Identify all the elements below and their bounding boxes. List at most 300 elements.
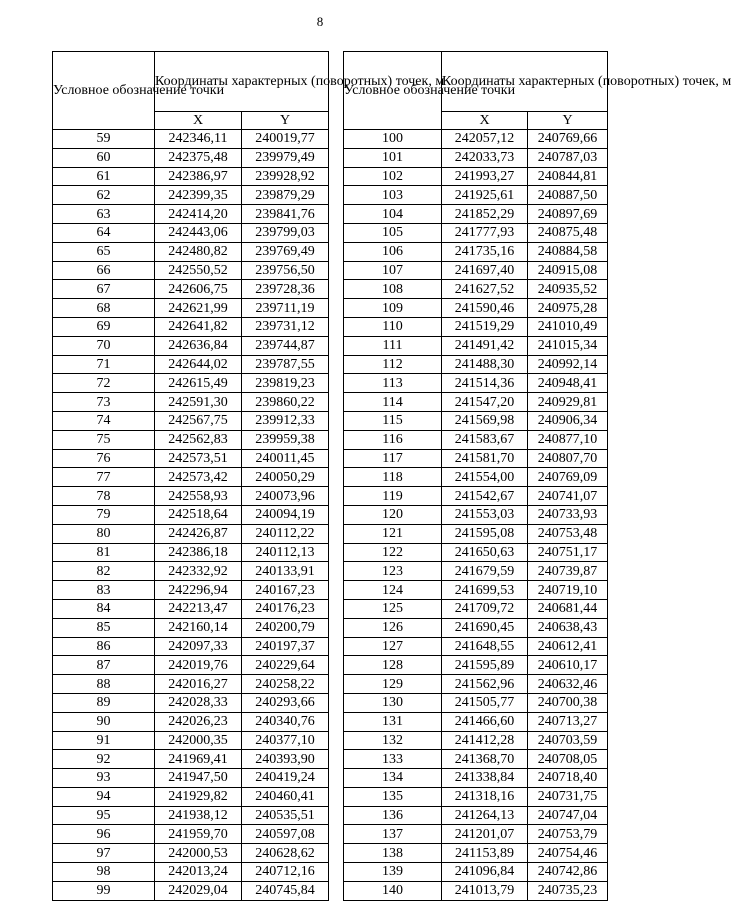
point-number-cell: 139 (344, 863, 442, 882)
table-row (53, 562, 329, 581)
x-coordinate-cell: 241595,89 (442, 656, 528, 675)
table-row (53, 336, 329, 355)
table-row (344, 693, 608, 712)
y-coordinate-cell: 240731,75 (528, 787, 608, 806)
x-coordinate-cell: 241699,53 (442, 581, 528, 600)
y-coordinate-cell: 239928,92 (242, 167, 329, 186)
point-number-cell: 67 (53, 280, 155, 299)
table-row (344, 769, 608, 788)
x-coordinate-cell: 242346,11 (155, 130, 242, 149)
table-row (344, 487, 608, 506)
point-number-cell: 88 (53, 675, 155, 694)
y-coordinate-cell: 239787,55 (242, 355, 329, 374)
table-row (53, 712, 329, 731)
table-body (344, 130, 608, 901)
x-coordinate-cell: 242621,99 (155, 299, 242, 318)
table-row (53, 317, 329, 336)
point-number-cell: 127 (344, 637, 442, 656)
y-coordinate-cell: 240992,14 (528, 355, 608, 374)
y-coordinate-cell: 240751,17 (528, 543, 608, 562)
point-number-cell: 126 (344, 618, 442, 637)
point-number-cell: 87 (53, 656, 155, 675)
y-coordinate-cell: 240741,07 (528, 487, 608, 506)
y-coordinate-cell: 240073,96 (242, 487, 329, 506)
table-row (53, 524, 329, 543)
point-number-cell: 124 (344, 581, 442, 600)
x-coordinate-cell: 241993,27 (442, 167, 528, 186)
point-number-cell: 109 (344, 299, 442, 318)
x-coordinate-cell: 241519,29 (442, 317, 528, 336)
y-coordinate-cell: 240769,66 (528, 130, 608, 149)
x-coordinate-cell: 241697,40 (442, 261, 528, 280)
x-coordinate-cell: 241583,67 (442, 430, 528, 449)
y-coordinate-cell: 240787,03 (528, 148, 608, 167)
point-number-cell: 68 (53, 299, 155, 318)
x-coordinate-cell: 242029,04 (155, 881, 242, 900)
y-coordinate-cell: 239860,22 (242, 393, 329, 412)
point-number-cell: 79 (53, 505, 155, 524)
y-coordinate-cell: 240197,37 (242, 637, 329, 656)
y-coordinate-cell: 240460,41 (242, 787, 329, 806)
x-coordinate-cell: 242296,94 (155, 581, 242, 600)
header-y: Y (528, 112, 608, 130)
table-row (53, 167, 329, 186)
table-row (344, 130, 608, 149)
table-row (53, 543, 329, 562)
point-number-cell: 133 (344, 750, 442, 769)
y-coordinate-cell: 240887,50 (528, 186, 608, 205)
y-coordinate-cell: 240935,52 (528, 280, 608, 299)
x-coordinate-cell: 242399,35 (155, 186, 242, 205)
x-coordinate-cell: 242558,93 (155, 487, 242, 506)
x-coordinate-cell: 241735,16 (442, 242, 528, 261)
point-number-cell: 93 (53, 769, 155, 788)
point-number-cell: 80 (53, 524, 155, 543)
point-number-cell: 130 (344, 693, 442, 712)
point-number-cell: 128 (344, 656, 442, 675)
y-coordinate-cell: 240739,87 (528, 562, 608, 581)
point-number-cell: 103 (344, 186, 442, 205)
table-row (344, 223, 608, 242)
table-row (344, 599, 608, 618)
header-y: Y (242, 112, 329, 130)
point-number-cell: 74 (53, 411, 155, 430)
y-coordinate-cell: 240628,62 (242, 844, 329, 863)
x-coordinate-cell: 241542,67 (442, 487, 528, 506)
y-coordinate-cell: 239979,49 (242, 148, 329, 167)
point-number-cell: 121 (344, 524, 442, 543)
y-coordinate-cell: 239819,23 (242, 374, 329, 393)
y-coordinate-cell: 240735,23 (528, 881, 608, 900)
table-row (53, 411, 329, 430)
table-row (53, 374, 329, 393)
point-number-cell: 66 (53, 261, 155, 280)
x-coordinate-cell: 241959,70 (155, 825, 242, 844)
point-number-cell: 132 (344, 731, 442, 750)
point-number-cell: 96 (53, 825, 155, 844)
y-coordinate-cell: 240050,29 (242, 468, 329, 487)
table-row (344, 844, 608, 863)
table-row (344, 430, 608, 449)
point-number-cell: 64 (53, 223, 155, 242)
y-coordinate-cell: 240718,40 (528, 769, 608, 788)
y-coordinate-cell: 240112,22 (242, 524, 329, 543)
header-x: X (442, 112, 528, 130)
x-coordinate-cell: 242573,51 (155, 449, 242, 468)
x-coordinate-cell: 242000,35 (155, 731, 242, 750)
y-coordinate-cell: 240875,48 (528, 223, 608, 242)
x-coordinate-cell: 242033,73 (442, 148, 528, 167)
table-row (53, 505, 329, 524)
table-row (344, 543, 608, 562)
table-row (344, 881, 608, 900)
y-coordinate-cell: 240948,41 (528, 374, 608, 393)
x-coordinate-cell: 241852,29 (442, 205, 528, 224)
table-row (53, 280, 329, 299)
y-coordinate-cell: 239711,19 (242, 299, 329, 318)
point-number-cell: 125 (344, 599, 442, 618)
y-coordinate-cell: 240681,44 (528, 599, 608, 618)
x-coordinate-cell: 241925,61 (442, 186, 528, 205)
y-coordinate-cell: 240377,10 (242, 731, 329, 750)
table-row (344, 712, 608, 731)
table-row (344, 374, 608, 393)
point-number-cell: 83 (53, 581, 155, 600)
y-coordinate-cell: 240708,05 (528, 750, 608, 769)
x-coordinate-cell: 242019,76 (155, 656, 242, 675)
y-coordinate-cell: 239912,33 (242, 411, 329, 430)
x-coordinate-cell: 242057,12 (442, 130, 528, 149)
table-row (53, 787, 329, 806)
point-number-cell: 117 (344, 449, 442, 468)
point-number-cell: 138 (344, 844, 442, 863)
point-number-cell: 122 (344, 543, 442, 562)
y-coordinate-cell: 240019,77 (242, 130, 329, 149)
table-row (53, 393, 329, 412)
point-number-cell: 65 (53, 242, 155, 261)
y-coordinate-cell: 240975,28 (528, 299, 608, 318)
y-coordinate-cell: 240877,10 (528, 430, 608, 449)
x-coordinate-cell: 241554,00 (442, 468, 528, 487)
x-coordinate-cell: 241153,89 (442, 844, 528, 863)
table-row (53, 130, 329, 149)
point-number-cell: 123 (344, 562, 442, 581)
point-number-cell: 104 (344, 205, 442, 224)
x-coordinate-cell: 242567,75 (155, 411, 242, 430)
x-coordinate-cell: 242386,97 (155, 167, 242, 186)
y-coordinate-cell: 240610,17 (528, 656, 608, 675)
y-coordinate-cell: 241010,49 (528, 317, 608, 336)
table-row (344, 317, 608, 336)
x-coordinate-cell: 241562,96 (442, 675, 528, 694)
x-coordinate-cell: 241777,93 (442, 223, 528, 242)
y-coordinate-cell: 240393,90 (242, 750, 329, 769)
table-row (53, 148, 329, 167)
table-row (344, 806, 608, 825)
y-coordinate-cell: 240638,43 (528, 618, 608, 637)
x-coordinate-cell: 242591,30 (155, 393, 242, 412)
point-number-cell: 86 (53, 637, 155, 656)
x-coordinate-cell: 241368,70 (442, 750, 528, 769)
table-row (344, 468, 608, 487)
x-coordinate-cell: 242615,49 (155, 374, 242, 393)
table-row (53, 825, 329, 844)
x-coordinate-cell: 241514,36 (442, 374, 528, 393)
x-coordinate-cell: 242013,24 (155, 863, 242, 882)
point-number-cell: 131 (344, 712, 442, 731)
table-row (344, 675, 608, 694)
point-number-cell: 92 (53, 750, 155, 769)
x-coordinate-cell: 242375,48 (155, 148, 242, 167)
table-row (344, 186, 608, 205)
point-number-cell: 63 (53, 205, 155, 224)
y-coordinate-cell: 241015,34 (528, 336, 608, 355)
x-coordinate-cell: 241595,08 (442, 524, 528, 543)
y-coordinate-cell: 240632,46 (528, 675, 608, 694)
y-coordinate-cell: 240258,22 (242, 675, 329, 694)
x-coordinate-cell: 242644,02 (155, 355, 242, 374)
y-coordinate-cell: 239879,29 (242, 186, 329, 205)
y-coordinate-cell: 240906,34 (528, 411, 608, 430)
y-coordinate-cell: 240897,69 (528, 205, 608, 224)
y-coordinate-cell: 240535,51 (242, 806, 329, 825)
x-coordinate-cell: 242160,14 (155, 618, 242, 637)
point-number-cell: 89 (53, 693, 155, 712)
x-coordinate-cell: 242213,47 (155, 599, 242, 618)
table-row (53, 844, 329, 863)
point-number-cell: 82 (53, 562, 155, 581)
y-coordinate-cell: 240011,45 (242, 449, 329, 468)
point-number-cell: 101 (344, 148, 442, 167)
header-point-designation: Условное обозначение точки (53, 52, 155, 130)
table-row (344, 336, 608, 355)
x-coordinate-cell: 241491,42 (442, 336, 528, 355)
table-row (344, 449, 608, 468)
table-row (344, 637, 608, 656)
table-row (53, 299, 329, 318)
table-row (344, 750, 608, 769)
table-row (53, 223, 329, 242)
table-body (53, 130, 329, 901)
x-coordinate-cell: 242097,33 (155, 637, 242, 656)
x-coordinate-cell: 241590,46 (442, 299, 528, 318)
table-row (344, 656, 608, 675)
x-coordinate-cell: 242550,52 (155, 261, 242, 280)
x-coordinate-cell: 241553,03 (442, 505, 528, 524)
table-row (344, 411, 608, 430)
y-coordinate-cell: 240713,27 (528, 712, 608, 731)
table-row (344, 731, 608, 750)
header-coordinates: Координаты характерных (поворотных) точек, м (155, 52, 329, 112)
table-row (53, 242, 329, 261)
y-coordinate-cell: 240167,23 (242, 581, 329, 600)
y-coordinate-cell: 240112,13 (242, 543, 329, 562)
point-number-cell: 129 (344, 675, 442, 694)
y-coordinate-cell: 240742,86 (528, 863, 608, 882)
table-row (344, 581, 608, 600)
x-coordinate-cell: 241969,41 (155, 750, 242, 769)
point-number-cell: 112 (344, 355, 442, 374)
x-coordinate-cell: 241488,30 (442, 355, 528, 374)
point-number-cell: 113 (344, 374, 442, 393)
point-number-cell: 61 (53, 167, 155, 186)
y-coordinate-cell: 240094,19 (242, 505, 329, 524)
x-coordinate-cell: 241947,50 (155, 769, 242, 788)
x-coordinate-cell: 242028,33 (155, 693, 242, 712)
table-row (53, 656, 329, 675)
y-coordinate-cell: 240200,79 (242, 618, 329, 637)
point-number-cell: 77 (53, 468, 155, 487)
header-coordinates: Координаты характерных (поворотных) точек, м (442, 52, 608, 112)
point-number-cell: 114 (344, 393, 442, 412)
y-coordinate-cell: 239756,50 (242, 261, 329, 280)
x-coordinate-cell: 242000,53 (155, 844, 242, 863)
point-number-cell: 107 (344, 261, 442, 280)
y-coordinate-cell: 240719,10 (528, 581, 608, 600)
table-row (53, 261, 329, 280)
x-coordinate-cell: 241627,52 (442, 280, 528, 299)
y-coordinate-cell: 240712,16 (242, 863, 329, 882)
point-number-cell: 100 (344, 130, 442, 149)
table-row (53, 881, 329, 900)
y-coordinate-cell: 240754,46 (528, 844, 608, 863)
x-coordinate-cell: 241938,12 (155, 806, 242, 825)
point-number-cell: 135 (344, 787, 442, 806)
x-coordinate-cell: 241581,70 (442, 449, 528, 468)
x-coordinate-cell: 241929,82 (155, 787, 242, 806)
point-number-cell: 72 (53, 374, 155, 393)
y-coordinate-cell: 240753,48 (528, 524, 608, 543)
point-number-cell: 105 (344, 223, 442, 242)
y-coordinate-cell: 240747,04 (528, 806, 608, 825)
point-number-cell: 85 (53, 618, 155, 637)
x-coordinate-cell: 241264,13 (442, 806, 528, 825)
table-row (344, 787, 608, 806)
y-coordinate-cell: 240884,58 (528, 242, 608, 261)
point-number-cell: 106 (344, 242, 442, 261)
table-row (53, 769, 329, 788)
page-number: 8 (316, 14, 324, 29)
x-coordinate-cell: 241709,72 (442, 599, 528, 618)
y-coordinate-cell: 240229,64 (242, 656, 329, 675)
table-row (53, 731, 329, 750)
point-number-cell: 98 (53, 863, 155, 882)
table-row (53, 355, 329, 374)
table-row (53, 487, 329, 506)
point-number-cell: 59 (53, 130, 155, 149)
y-coordinate-cell: 240753,79 (528, 825, 608, 844)
table-row (53, 675, 329, 694)
point-number-cell: 90 (53, 712, 155, 731)
point-number-cell: 102 (344, 167, 442, 186)
point-number-cell: 137 (344, 825, 442, 844)
table-row (53, 430, 329, 449)
point-number-cell: 70 (53, 336, 155, 355)
point-number-cell: 73 (53, 393, 155, 412)
x-coordinate-cell: 241338,84 (442, 769, 528, 788)
table-row (344, 393, 608, 412)
y-coordinate-cell: 239769,49 (242, 242, 329, 261)
x-coordinate-cell: 241569,98 (442, 411, 528, 430)
table-row (53, 750, 329, 769)
point-number-cell: 136 (344, 806, 442, 825)
point-number-cell: 120 (344, 505, 442, 524)
point-number-cell: 110 (344, 317, 442, 336)
y-coordinate-cell: 240745,84 (242, 881, 329, 900)
x-coordinate-cell: 241650,63 (442, 543, 528, 562)
point-number-cell: 71 (53, 355, 155, 374)
x-coordinate-cell: 241648,55 (442, 637, 528, 656)
point-number-cell: 75 (53, 430, 155, 449)
y-coordinate-cell: 239731,12 (242, 317, 329, 336)
x-coordinate-cell: 242636,84 (155, 336, 242, 355)
point-number-cell: 115 (344, 411, 442, 430)
table-row (344, 299, 608, 318)
table-row (53, 693, 329, 712)
x-coordinate-cell: 242332,92 (155, 562, 242, 581)
point-number-cell: 95 (53, 806, 155, 825)
table-row (344, 355, 608, 374)
table-row (53, 618, 329, 637)
x-coordinate-cell: 241690,45 (442, 618, 528, 637)
point-number-cell: 108 (344, 280, 442, 299)
y-coordinate-cell: 240419,24 (242, 769, 329, 788)
table-row (53, 863, 329, 882)
x-coordinate-cell: 242480,82 (155, 242, 242, 261)
x-coordinate-cell: 242562,83 (155, 430, 242, 449)
y-coordinate-cell: 240733,93 (528, 505, 608, 524)
x-coordinate-cell: 242386,18 (155, 543, 242, 562)
x-coordinate-cell: 241096,84 (442, 863, 528, 882)
y-coordinate-cell: 240700,38 (528, 693, 608, 712)
x-coordinate-cell: 241318,16 (442, 787, 528, 806)
table-row (53, 581, 329, 600)
x-coordinate-cell: 242426,87 (155, 524, 242, 543)
point-number-cell: 62 (53, 186, 155, 205)
point-number-cell: 119 (344, 487, 442, 506)
point-number-cell: 76 (53, 449, 155, 468)
y-coordinate-cell: 240176,23 (242, 599, 329, 618)
x-coordinate-cell: 242443,06 (155, 223, 242, 242)
y-coordinate-cell: 240915,08 (528, 261, 608, 280)
y-coordinate-cell: 239841,76 (242, 205, 329, 224)
y-coordinate-cell: 240597,08 (242, 825, 329, 844)
y-coordinate-cell: 239728,36 (242, 280, 329, 299)
x-coordinate-cell: 241679,59 (442, 562, 528, 581)
table-row (344, 205, 608, 224)
y-coordinate-cell: 240807,70 (528, 449, 608, 468)
table-row (53, 186, 329, 205)
y-coordinate-cell: 240612,41 (528, 637, 608, 656)
y-coordinate-cell: 239959,38 (242, 430, 329, 449)
x-coordinate-cell: 241412,28 (442, 731, 528, 750)
point-number-cell: 81 (53, 543, 155, 562)
x-coordinate-cell: 242016,27 (155, 675, 242, 694)
y-coordinate-cell: 240769,09 (528, 468, 608, 487)
point-number-cell: 84 (53, 599, 155, 618)
table-row (53, 637, 329, 656)
table-row (53, 205, 329, 224)
x-coordinate-cell: 242606,75 (155, 280, 242, 299)
y-coordinate-cell: 239799,03 (242, 223, 329, 242)
y-coordinate-cell: 239744,87 (242, 336, 329, 355)
x-coordinate-cell: 242518,64 (155, 505, 242, 524)
table-row (344, 863, 608, 882)
point-number-cell: 97 (53, 844, 155, 863)
point-number-cell: 91 (53, 731, 155, 750)
table-row (344, 148, 608, 167)
table-row (344, 505, 608, 524)
